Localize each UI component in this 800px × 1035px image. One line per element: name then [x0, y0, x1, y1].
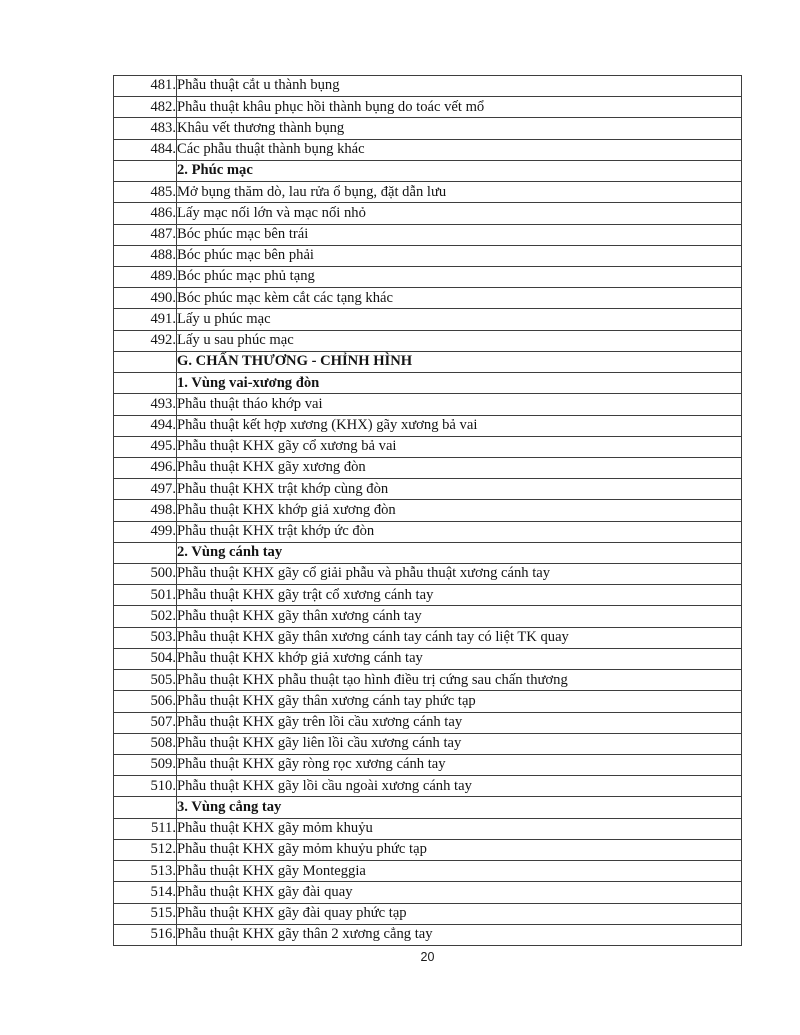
row-number: 492.: [114, 330, 177, 351]
table-row: [114, 182, 742, 203]
table-row: [114, 76, 742, 97]
row-number: 500.: [114, 564, 177, 585]
table-row: [114, 479, 742, 500]
row-text: Bóc phúc mạc kèm cắt các tạng khác: [177, 288, 742, 309]
row-text: Phẫu thuật KHX gãy cổ giải phẫu và phẫu thuật xương cánh tay: [177, 564, 742, 585]
row-text: Phẫu thuật KHX trật khớp cùng đòn: [177, 479, 742, 500]
row-text: Phẫu thuật KHX trật khớp ức đòn: [177, 521, 742, 542]
row-number: 499.: [114, 521, 177, 542]
row-number: 489.: [114, 266, 177, 287]
table-row: [114, 797, 742, 818]
table-row: [114, 839, 742, 860]
table-row: [114, 733, 742, 754]
table-row: [114, 309, 742, 330]
row-number: 487.: [114, 224, 177, 245]
section-header-text: 3. Vùng cẳng tay: [177, 797, 742, 818]
table-row: [114, 542, 742, 563]
table-row: [114, 118, 742, 139]
table-row: [114, 691, 742, 712]
table-row: [114, 394, 742, 415]
row-number: 481.: [114, 76, 177, 97]
row-number: 501.: [114, 585, 177, 606]
row-number: 507.: [114, 712, 177, 733]
row-text: Phẫu thuật KHX gãy xương đòn: [177, 457, 742, 478]
row-text: Phẫu thuật KHX gãy đài quay phức tạp: [177, 903, 742, 924]
row-text: Phẫu thuật KHX gãy cổ xương bả vai: [177, 436, 742, 457]
procedure-table: [113, 75, 742, 946]
row-number: 505.: [114, 670, 177, 691]
table-row: [114, 818, 742, 839]
row-text: Mở bụng thăm dò, lau rửa ổ bụng, đặt dẫn lưu: [177, 182, 742, 203]
row-number: 510.: [114, 776, 177, 797]
row-number: [114, 160, 177, 181]
row-number: [114, 373, 177, 394]
row-text: Lấy u phúc mạc: [177, 309, 742, 330]
table-row: [114, 903, 742, 924]
table-row: [114, 627, 742, 648]
row-number: 496.: [114, 457, 177, 478]
row-text: Khâu vết thương thành bụng: [177, 118, 742, 139]
table-row: [114, 160, 742, 181]
table-row: [114, 500, 742, 521]
row-number: [114, 351, 177, 372]
section-header-text: G. CHẤN THƯƠNG - CHỈNH HÌNH: [177, 351, 742, 372]
row-text: Phẫu thuật tháo khớp vai: [177, 394, 742, 415]
table-row: [114, 203, 742, 224]
row-number: 486.: [114, 203, 177, 224]
row-text: Bóc phúc mạc bên trái: [177, 224, 742, 245]
row-number: 484.: [114, 139, 177, 160]
table-row: [114, 436, 742, 457]
table-row: [114, 97, 742, 118]
table-row: [114, 564, 742, 585]
table-row: [114, 670, 742, 691]
table-row: [114, 457, 742, 478]
table-row: [114, 224, 742, 245]
row-number: 488.: [114, 245, 177, 266]
row-text: Phẫu thuật cắt u thành bụng: [177, 76, 742, 97]
row-number: [114, 542, 177, 563]
row-number: 482.: [114, 97, 177, 118]
table-row: [114, 585, 742, 606]
row-number: 503.: [114, 627, 177, 648]
row-text: Phẫu thuật KHX gãy Monteggia: [177, 861, 742, 882]
section-header-text: 2. Phúc mạc: [177, 160, 742, 181]
row-text: Phẫu thuật KHX gãy liên lồi cầu xương cánh tay: [177, 733, 742, 754]
section-header-text: 2. Vùng cánh tay: [177, 542, 742, 563]
row-text: Bóc phúc mạc phủ tạng: [177, 266, 742, 287]
row-number: 513.: [114, 861, 177, 882]
table-row: [114, 266, 742, 287]
row-number: 514.: [114, 882, 177, 903]
row-text: Phẫu thuật KHX khớp giả xương đòn: [177, 500, 742, 521]
row-number: 498.: [114, 500, 177, 521]
table-row: [114, 924, 742, 945]
row-text: Phẫu thuật khâu phục hồi thành bụng do toác vết mổ: [177, 97, 742, 118]
table-row: [114, 712, 742, 733]
row-text: Phẫu thuật KHX gãy thân xương cánh tay cánh tay có liệt TK quay: [177, 627, 742, 648]
row-number: 504.: [114, 648, 177, 669]
row-number: 483.: [114, 118, 177, 139]
row-text: Phẫu thuật kết hợp xương (KHX) gãy xương bả vai: [177, 415, 742, 436]
table-row: [114, 648, 742, 669]
row-text: Phẫu thuật KHX gãy mỏm khuỷu phức tạp: [177, 839, 742, 860]
row-number: [114, 797, 177, 818]
row-number: 490.: [114, 288, 177, 309]
row-text: Phẫu thuật KHX gãy thân 2 xương cẳng tay: [177, 924, 742, 945]
page-number: 20: [420, 950, 435, 964]
table-row: [114, 245, 742, 266]
section-header-text: 1. Vùng vai-xương đòn: [177, 373, 742, 394]
procedure-table-body: [114, 76, 742, 946]
row-number: 493.: [114, 394, 177, 415]
row-text: Phẫu thuật KHX gãy thân xương cánh tay: [177, 606, 742, 627]
row-number: 512.: [114, 839, 177, 860]
row-text: Phẫu thuật KHX gãy thân xương cánh tay phức tạp: [177, 691, 742, 712]
row-text: Phẫu thuật KHX gãy đài quay: [177, 882, 742, 903]
table-row: [114, 882, 742, 903]
row-text: Phẫu thuật KHX gãy ròng rọc xương cánh tay: [177, 755, 742, 776]
table-row: [114, 606, 742, 627]
row-number: 502.: [114, 606, 177, 627]
row-text: Lấy mạc nối lớn và mạc nối nhỏ: [177, 203, 742, 224]
row-number: 511.: [114, 818, 177, 839]
row-number: 509.: [114, 755, 177, 776]
row-text: Lấy u sau phúc mạc: [177, 330, 742, 351]
row-text: Phẫu thuật KHX gãy trên lồi cầu xương cánh tay: [177, 712, 742, 733]
row-number: 515.: [114, 903, 177, 924]
table-row: [114, 351, 742, 372]
table-row: [114, 139, 742, 160]
row-number: 485.: [114, 182, 177, 203]
table-row: [114, 521, 742, 542]
row-number: 491.: [114, 309, 177, 330]
table-row: [114, 415, 742, 436]
row-text: Phẫu thuật KHX gãy trật cổ xương cánh tay: [177, 585, 742, 606]
table-row: [114, 861, 742, 882]
row-number: 497.: [114, 479, 177, 500]
row-text: Các phẫu thuật thành bụng khác: [177, 139, 742, 160]
table-row: [114, 373, 742, 394]
row-text: Phẫu thuật KHX gãy lồi cầu ngoài xương cánh tay: [177, 776, 742, 797]
row-number: 494.: [114, 415, 177, 436]
table-row: [114, 288, 742, 309]
row-text: Phẫu thuật KHX khớp giả xương cánh tay: [177, 648, 742, 669]
row-text: Bóc phúc mạc bên phải: [177, 245, 742, 266]
table-row: [114, 776, 742, 797]
row-number: 508.: [114, 733, 177, 754]
row-number: 516.: [114, 924, 177, 945]
row-number: 506.: [114, 691, 177, 712]
table-row: [114, 330, 742, 351]
row-number: 495.: [114, 436, 177, 457]
row-text: Phẫu thuật KHX gãy mỏm khuỷu: [177, 818, 742, 839]
row-text: Phẫu thuật KHX phẫu thuật tạo hình điều trị cứng sau chấn thương: [177, 670, 742, 691]
table-row: [114, 755, 742, 776]
